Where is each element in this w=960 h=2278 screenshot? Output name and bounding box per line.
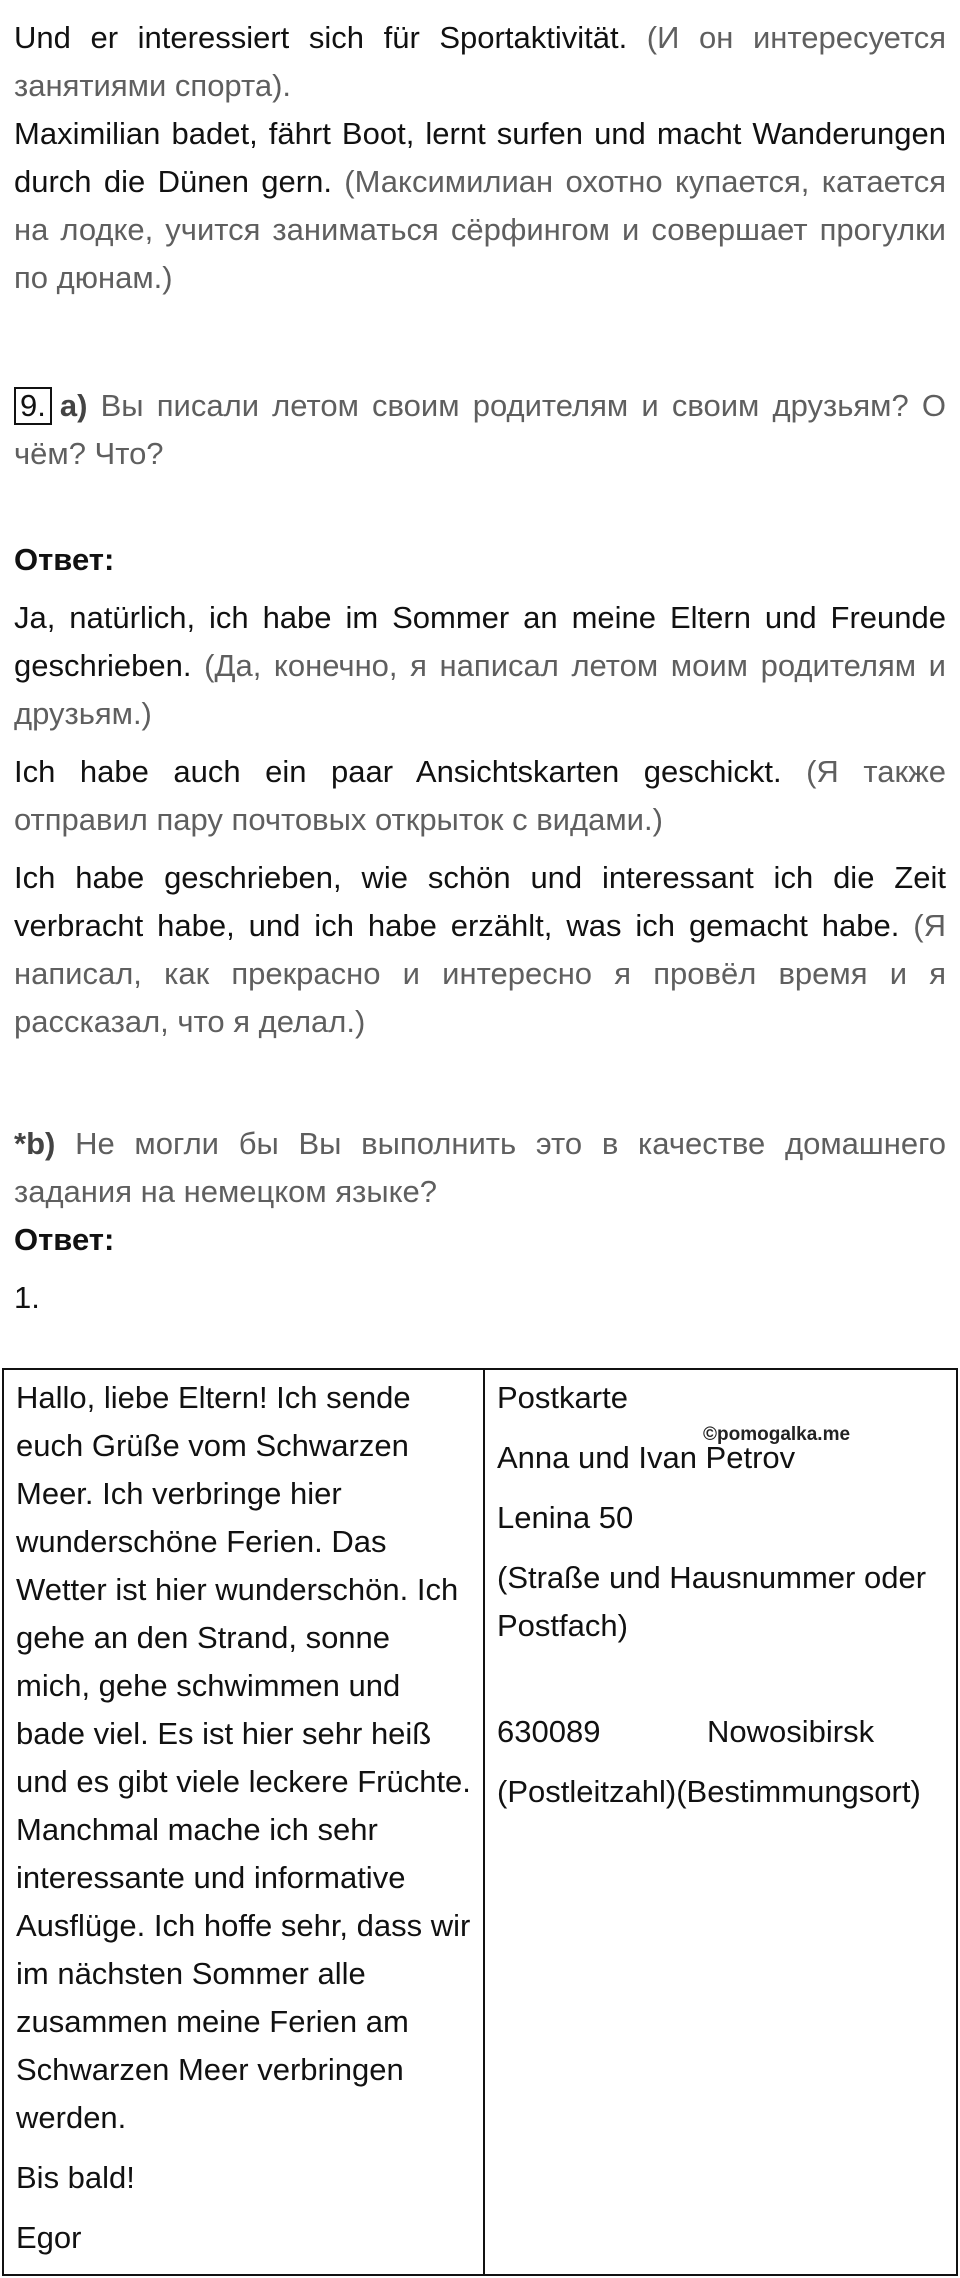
text-de: Ich habe geschrieben, wie schön und interessant ich die Zeit verbracht habe, und ich habe erzählt, was ich gemacht habe. [14,860,946,943]
postcode-hint: (Postleitzahl) [497,1774,677,1809]
paragraph-maximilian [14,110,946,302]
text-de: Ja, natürlich, ich habe im Sommer an meine Eltern und Freunde geschrieben. [14,600,946,683]
recipient-name: Anna und Ivan Petrov [497,1440,796,1475]
postcode: 630089 [497,1714,601,1749]
watermark: ©pomogalka.me [703,1424,851,1445]
question-text: Вы писали летом своим родителям и своим друзьям? О чём? Что? [14,388,946,471]
answer-paragraph [14,594,946,738]
text-de: Und er interessiert sich für Sportaktivität. [14,20,628,55]
postcard-address-cell [484,1369,957,2275]
text-ru: (Максимилиан охотно купается, катается на лодке, учится заниматься сёрфингом и совершает прогулки по дюнам.) [14,164,946,295]
postcard-message: Hallo, liebe Eltern! Ich sende euch Grüße vom Schwarzen Meer. Ich verbringe hier wunderschöne Ferien. Das Wetter ist hier wunderschön. Ich gehe an den Strand, sonne mich, gehe schwimmen und bade viel. Es ist hier sehr heiß und es gibt viele leckere Früchte. Manchmal mache ich sehr interessante und informative Ausflüge. Ich hoffe sehr, dass wir im nächsten Sommer alle zusammen meine Ferien am Schwarzen Meer verbringen werden. [16,1380,471,2135]
postcard-signature: Egor [16,2220,82,2255]
task-9-question [14,382,946,478]
task-number: 9. [14,387,52,425]
city: Nowosibirsk [707,1714,875,1749]
text-ru: (И он интересуется занятиями спорта). [14,20,946,103]
document-page [14,14,946,1322]
answer-paragraph [14,748,946,844]
city-hint: (Bestimmungsort) [676,1774,921,1809]
street-hint: (Straße und Hausnummer oder Postfach) [497,1560,927,1643]
task-b-question [14,1120,946,1216]
text-ru: (Я написал, как прекрасно и интересно я провёл время и я рассказал, что я делал.) [14,908,946,1039]
question-text: Не могли бы Вы выполнить это в качестве домашнего задания на немецком языке? [14,1126,946,1209]
postcode-city-hints [497,1768,944,1816]
recipient-street: Lenina 50 [497,1500,634,1535]
task-label: *b) [14,1126,56,1161]
text-ru: (Да, конечно, я написал летом моим родителям и друзьям.) [14,648,946,731]
postcard-table [2,1368,958,2276]
text-ru: (Я также отправил пару почтовых открыток с видами.) [14,754,946,837]
paragraph-sport [14,14,946,110]
answer-label: Ответ: [14,1222,115,1257]
text-de: Ich habe auch ein paar Ansichtskarten geschickt. [14,754,782,789]
postcard-heading: Postkarte [497,1380,628,1415]
text-de: Maximilian badet, fährt Boot, lernt surfen und macht Wanderungen durch die Dünen gern. [14,116,946,199]
postcard-closing: Bis bald! [16,2160,135,2195]
postcode-city-row [497,1708,944,1756]
item-number: 1. [14,1280,40,1315]
answer-paragraph [14,854,946,1046]
postcard-message-cell [3,1369,484,2275]
task-label: a) [59,388,88,423]
answer-label: Ответ: [14,542,115,577]
